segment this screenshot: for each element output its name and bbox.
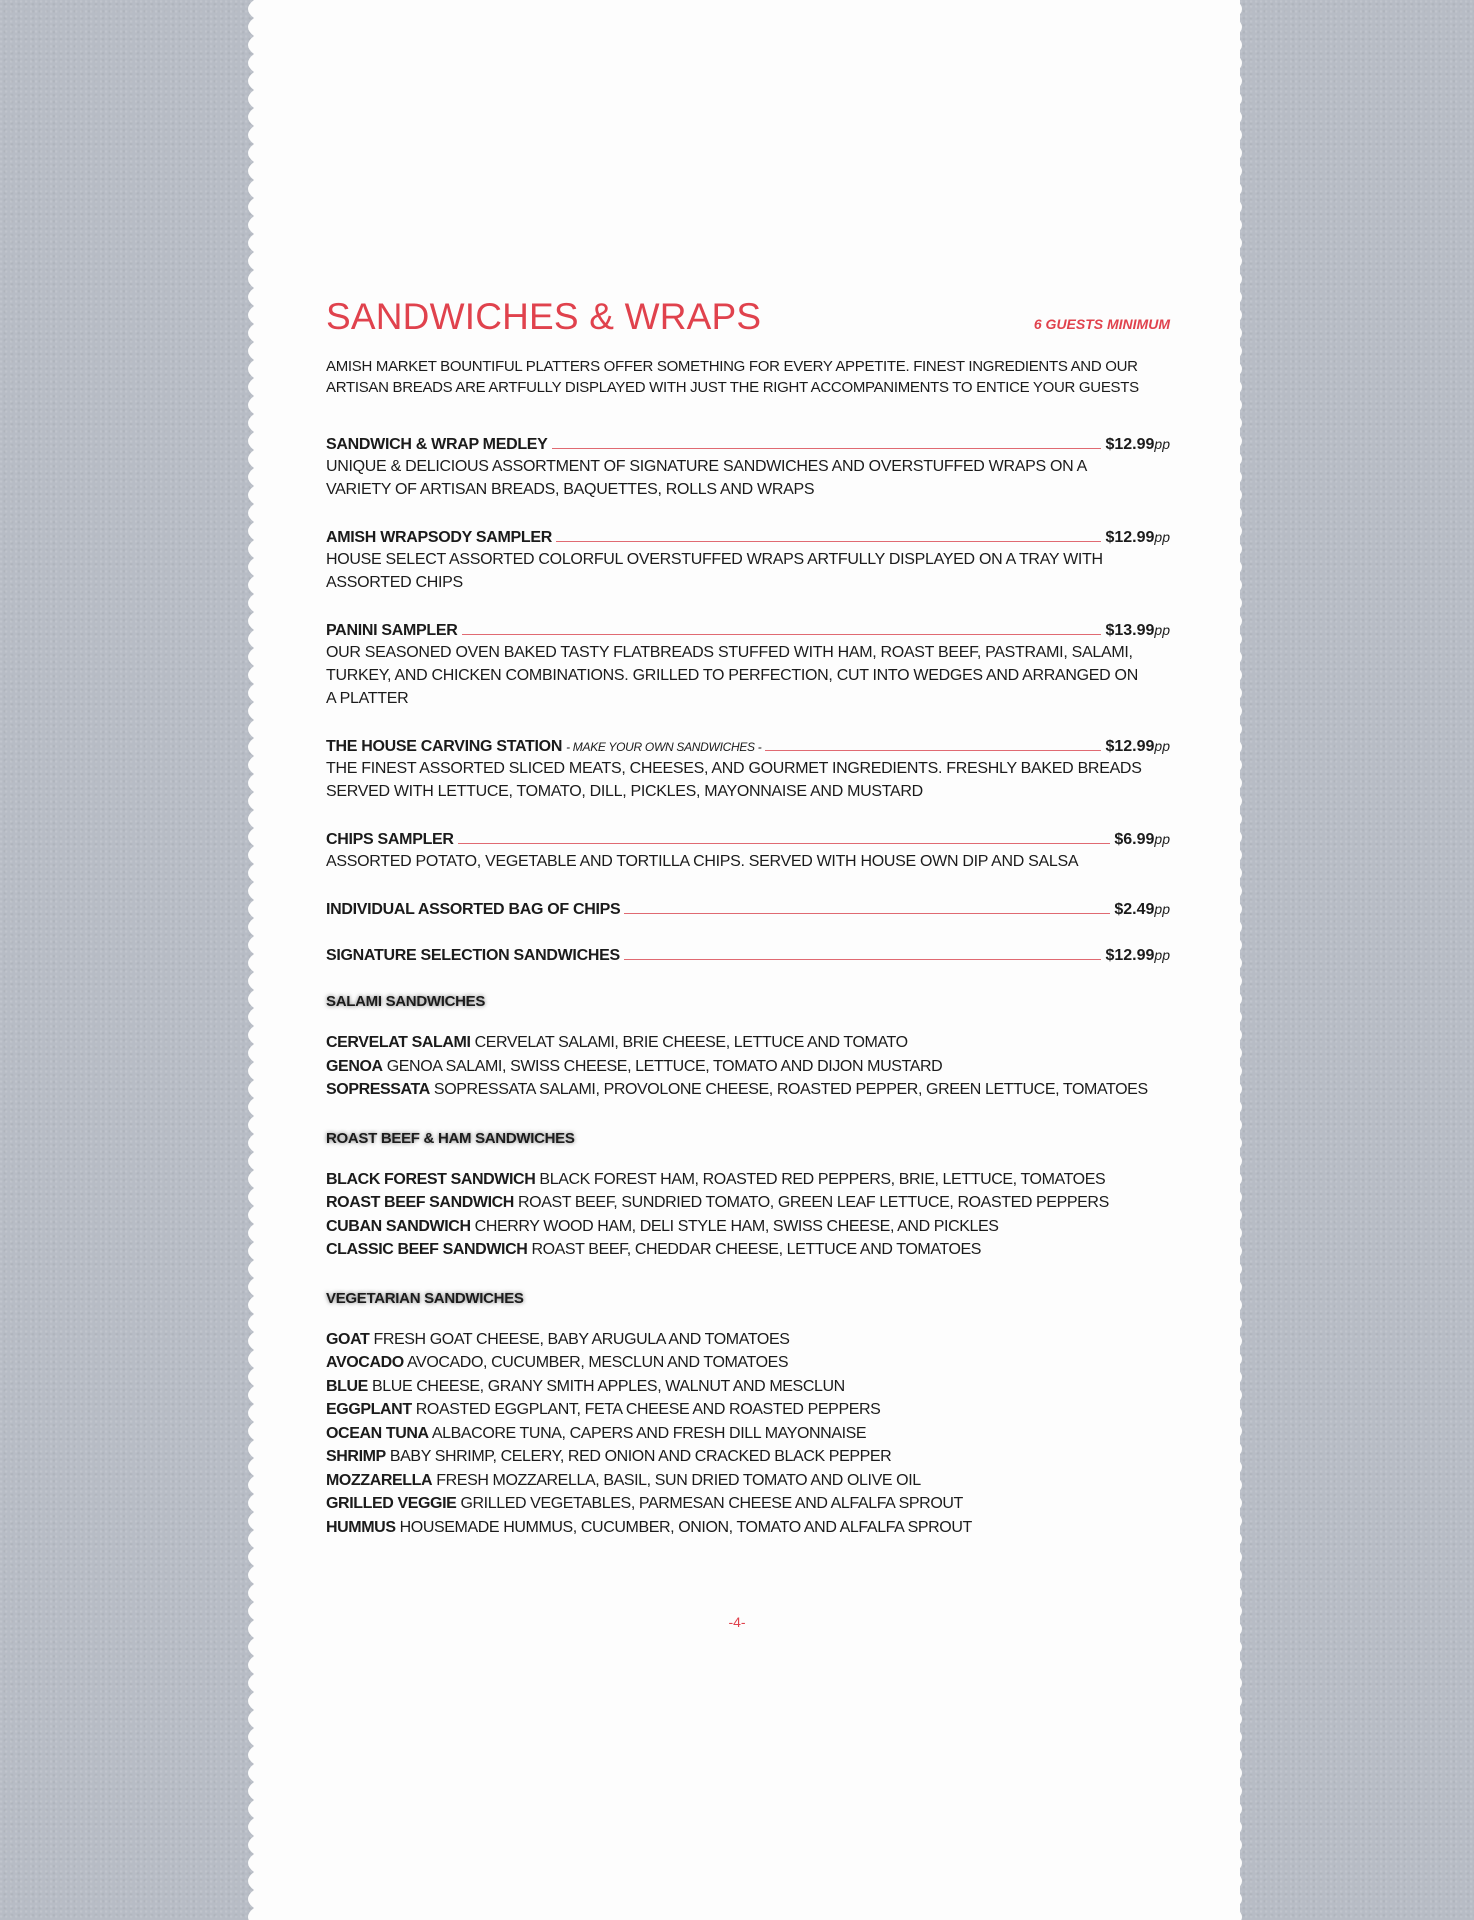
item-line: [326, 622, 1170, 640]
sandwich-entry: [326, 1445, 1170, 1469]
menu-items: [326, 436, 1170, 965]
sandwich-sections: [326, 965, 1170, 1539]
menu-item: [326, 901, 1170, 919]
section-list: [326, 1168, 1170, 1262]
sandwich-description: GRILLED VEGETABLES, PARMESAN CHEESE AND ALFALFA SPROUT: [460, 1495, 963, 1512]
sandwich-entry: [326, 1191, 1170, 1215]
sandwich-description: GENOA SALAMI, SWISS CHEESE, LETTUCE, TOMATO AND DIJON MUSTARD: [386, 1057, 943, 1075]
menu-item: [326, 738, 1170, 803]
section-list: [326, 1328, 1170, 1540]
section-heading-row: [326, 965, 1170, 1011]
item-name: INDIVIDUAL ASSORTED BAG OF CHIPS: [326, 901, 621, 918]
sandwich-entry: [326, 1516, 1170, 1540]
item-description: THE FINEST ASSORTED SLICED MEATS, CHEESES, AND GOURMET INGREDIENTS. FRESHLY BAKED BREADS SERVED WITH LETTUCE, TOMATO, DILL, PICKLES, MAYONNAISE AND MUSTARD: [326, 760, 1142, 800]
sandwich-entry: [326, 1422, 1170, 1446]
item-description: OUR SEASONED OVEN BAKED TASTY FLATBREADS STUFFED WITH HAM, ROAST BEEF, PASTRAMI, SALAMI, TURKEY, AND CHICKEN COMBINATIONS. GRILLED TO PERFECTION, CUT INTO WEDGES AND ARRANGED ON A PLATTER: [326, 644, 1138, 707]
item-price: [1105, 947, 1170, 965]
sandwich-description: BLUE CHEESE, GRANY SMITH APPLES, WALNUT AND MESCLUN: [372, 1377, 845, 1395]
sandwich-name: GRILLED VEGGIE: [326, 1495, 457, 1512]
menu-item: [326, 529, 1170, 594]
item-line: [326, 831, 1170, 849]
item-name: PANINI SAMPLER: [326, 622, 458, 639]
section-heading: SALAMI SANDWICHES: [326, 993, 486, 1010]
menu-item: [326, 947, 1170, 965]
sandwich-name: AVOCADO: [326, 1354, 404, 1371]
sandwich-description: FRESH GOAT CHEESE, BABY ARUGULA AND TOMATOES: [373, 1330, 790, 1348]
price-value: $6.99: [1114, 831, 1155, 848]
price-value: $12.99: [1105, 436, 1155, 453]
item-name: SIGNATURE SELECTION SANDWICHES: [326, 947, 620, 964]
dotted-leader: [765, 749, 1101, 751]
item-price: [1114, 901, 1170, 919]
sandwich-name: BLUE: [326, 1377, 368, 1395]
menu-item: [326, 831, 1170, 873]
sandwich-name: HUMMUS: [326, 1518, 396, 1536]
item-name: AMISH WRAPSODY SAMPLER: [326, 529, 553, 546]
price-value: $12.99: [1105, 529, 1155, 546]
title-row: [326, 292, 1170, 342]
dotted-leader: [458, 842, 1111, 844]
price-unit: pp: [1154, 436, 1170, 452]
item-price: [1105, 622, 1170, 640]
item-note: - MAKE YOUR OWN SANDWICHES -: [566, 740, 762, 754]
dotted-leader: [552, 447, 1102, 449]
section-list: [326, 1031, 1170, 1102]
sandwich-entry: [326, 1492, 1170, 1516]
section-heading-row: [326, 1102, 1170, 1148]
sandwich-description: ROAST BEEF, CHEDDAR CHEESE, LETTUCE AND TOMATOES: [531, 1241, 982, 1258]
item-name: SANDWICH & WRAP MEDLEY: [326, 436, 548, 453]
page-title: SANDWICHES & WRAPS: [326, 296, 762, 337]
price-value: $12.99: [1105, 947, 1155, 964]
sandwich-name: ROAST BEEF SANDWICH: [326, 1194, 514, 1211]
sandwich-description: ALBACORE TUNA, CAPERS AND FRESH DILL MAYONNAISE: [431, 1424, 867, 1442]
menu-content: [326, 292, 1170, 1539]
sandwich-description: AVOCADO, CUCUMBER, MESCLUN AND TOMATOES: [406, 1354, 789, 1371]
item-description: HOUSE SELECT ASSORTED COLORFUL OVERSTUFFED WRAPS ARTFULLY DISPLAYED ON A TRAY WITH ASSORTED CHIPS: [326, 551, 1103, 591]
section-heading: ROAST BEEF & HAM SANDWICHES: [326, 1129, 575, 1147]
price-unit: pp: [1154, 901, 1170, 917]
dotted-leader: [556, 540, 1101, 542]
sandwich-name: BLACK FOREST SANDWICH: [326, 1170, 536, 1188]
sandwich-entry: [326, 1328, 1170, 1352]
item-price: [1105, 436, 1170, 454]
price-unit: pp: [1154, 622, 1170, 638]
sandwich-entry: [326, 1238, 1170, 1262]
menu-item: [326, 436, 1170, 501]
section-heading: VEGETARIAN SANDWICHES: [326, 1289, 524, 1307]
sandwich-name: OCEAN TUNA: [326, 1424, 429, 1442]
sandwich-name: CLASSIC BEEF SANDWICH: [326, 1241, 528, 1258]
intro-text: AMISH MARKET BOUNTIFUL PLATTERS OFFER SOMETHING FOR EVERY APPETITE. FINEST INGREDIENTS AND OUR ARTISAN BREADS ARE ARTFULLY DISPLAYED WITH JUST THE RIGHT ACCOMPANIMENTS TO ENTICE YOUR GUESTS: [326, 358, 1139, 396]
sandwich-description: ROASTED EGGPLANT, FETA CHEESE AND ROASTED PEPPERS: [415, 1401, 881, 1418]
sandwich-entry: [326, 1351, 1170, 1375]
price-unit: pp: [1154, 738, 1170, 754]
sandwich-description: BLACK FOREST HAM, ROASTED RED PEPPERS, BRIE, LETTUCE, TOMATOES: [539, 1170, 1106, 1188]
item-name: CHIPS SAMPLER: [326, 831, 454, 848]
item-price: [1114, 831, 1170, 849]
sandwich-description: FRESH MOZZARELLA, BASIL, SUN DRIED TOMATO AND OLIVE OIL: [436, 1471, 921, 1489]
sandwich-entry: [326, 1168, 1170, 1192]
item-price: [1105, 738, 1170, 756]
sandwich-description: BABY SHRIMP, CELERY, RED ONION AND CRACKED BLACK PEPPER: [389, 1448, 892, 1465]
scalloped-edge-right: [1228, 0, 1250, 1920]
price-unit: pp: [1154, 947, 1170, 963]
dotted-leader: [462, 633, 1102, 635]
dotted-leader: [624, 912, 1110, 914]
sandwich-description: SOPRESSATA SALAMI, PROVOLONE CHEESE, ROASTED PEPPER, GREEN LETTUCE, TOMATOES: [433, 1081, 1148, 1098]
price-value: $13.99: [1105, 622, 1155, 639]
item-line: [326, 529, 1170, 547]
sandwich-name: SOPRESSATA: [326, 1081, 430, 1098]
sandwich-name: EGGPLANT: [326, 1401, 412, 1418]
item-line: [326, 436, 1170, 454]
item-line: [326, 738, 1170, 756]
price-value: $2.49: [1114, 901, 1155, 918]
item-line: [326, 947, 1170, 965]
sandwich-name: MOZZARELLA: [326, 1471, 433, 1489]
dotted-leader: [624, 958, 1102, 960]
sandwich-entry: [326, 1055, 1170, 1079]
price-unit: pp: [1154, 831, 1170, 847]
sandwich-name: SHRIMP: [326, 1448, 386, 1465]
item-description: UNIQUE & DELICIOUS ASSORTMENT OF SIGNATURE SANDWICHES AND OVERSTUFFED WRAPS ON A VARIETY OF ARTISAN BREADS, BAQUETTES, ROLLS AND WRAPS: [326, 458, 1087, 498]
price-unit: pp: [1154, 529, 1170, 545]
sandwich-entry: [326, 1398, 1170, 1422]
sandwich-name: CUBAN SANDWICH: [326, 1217, 471, 1235]
sandwich-name: GENOA: [326, 1057, 383, 1075]
item-price: [1105, 529, 1170, 547]
sandwich-name: GOAT: [326, 1330, 370, 1348]
guest-minimum-note: 6 GUESTS MINIMUM: [1033, 316, 1170, 332]
sandwich-entry: [326, 1375, 1170, 1399]
price-value: $12.99: [1105, 738, 1155, 755]
sandwich-entry: [326, 1469, 1170, 1493]
sandwich-entry: [326, 1031, 1170, 1055]
sandwich-description: HOUSEMADE HUMMUS, CUCUMBER, ONION, TOMATO AND ALFALFA SPROUT: [399, 1518, 972, 1536]
sandwich-description: CERVELAT SALAMI, BRIE CHEESE, LETTUCE AND TOMATO: [474, 1034, 908, 1051]
sandwich-entry: [326, 1078, 1170, 1102]
menu-item: [326, 622, 1170, 710]
page-number: -4-: [728, 1614, 746, 1630]
scalloped-edge-left: [240, 0, 262, 1920]
sandwich-description: CHERRY WOOD HAM, DELI STYLE HAM, SWISS CHEESE, AND PICKLES: [474, 1217, 999, 1235]
item-line: [326, 901, 1170, 919]
item-name: THE HOUSE CARVING STATION: [326, 738, 563, 755]
item-description: ASSORTED POTATO, VEGETABLE AND TORTILLA CHIPS. SERVED WITH HOUSE OWN DIP AND SALSA: [326, 853, 1079, 870]
sandwich-entry: [326, 1215, 1170, 1239]
sandwich-description: ROAST BEEF, SUNDRIED TOMATO, GREEN LEAF LETTUCE, ROASTED PEPPERS: [518, 1194, 1109, 1211]
section-heading-row: [326, 1262, 1170, 1308]
sandwich-name: CERVELAT SALAMI: [326, 1034, 471, 1051]
